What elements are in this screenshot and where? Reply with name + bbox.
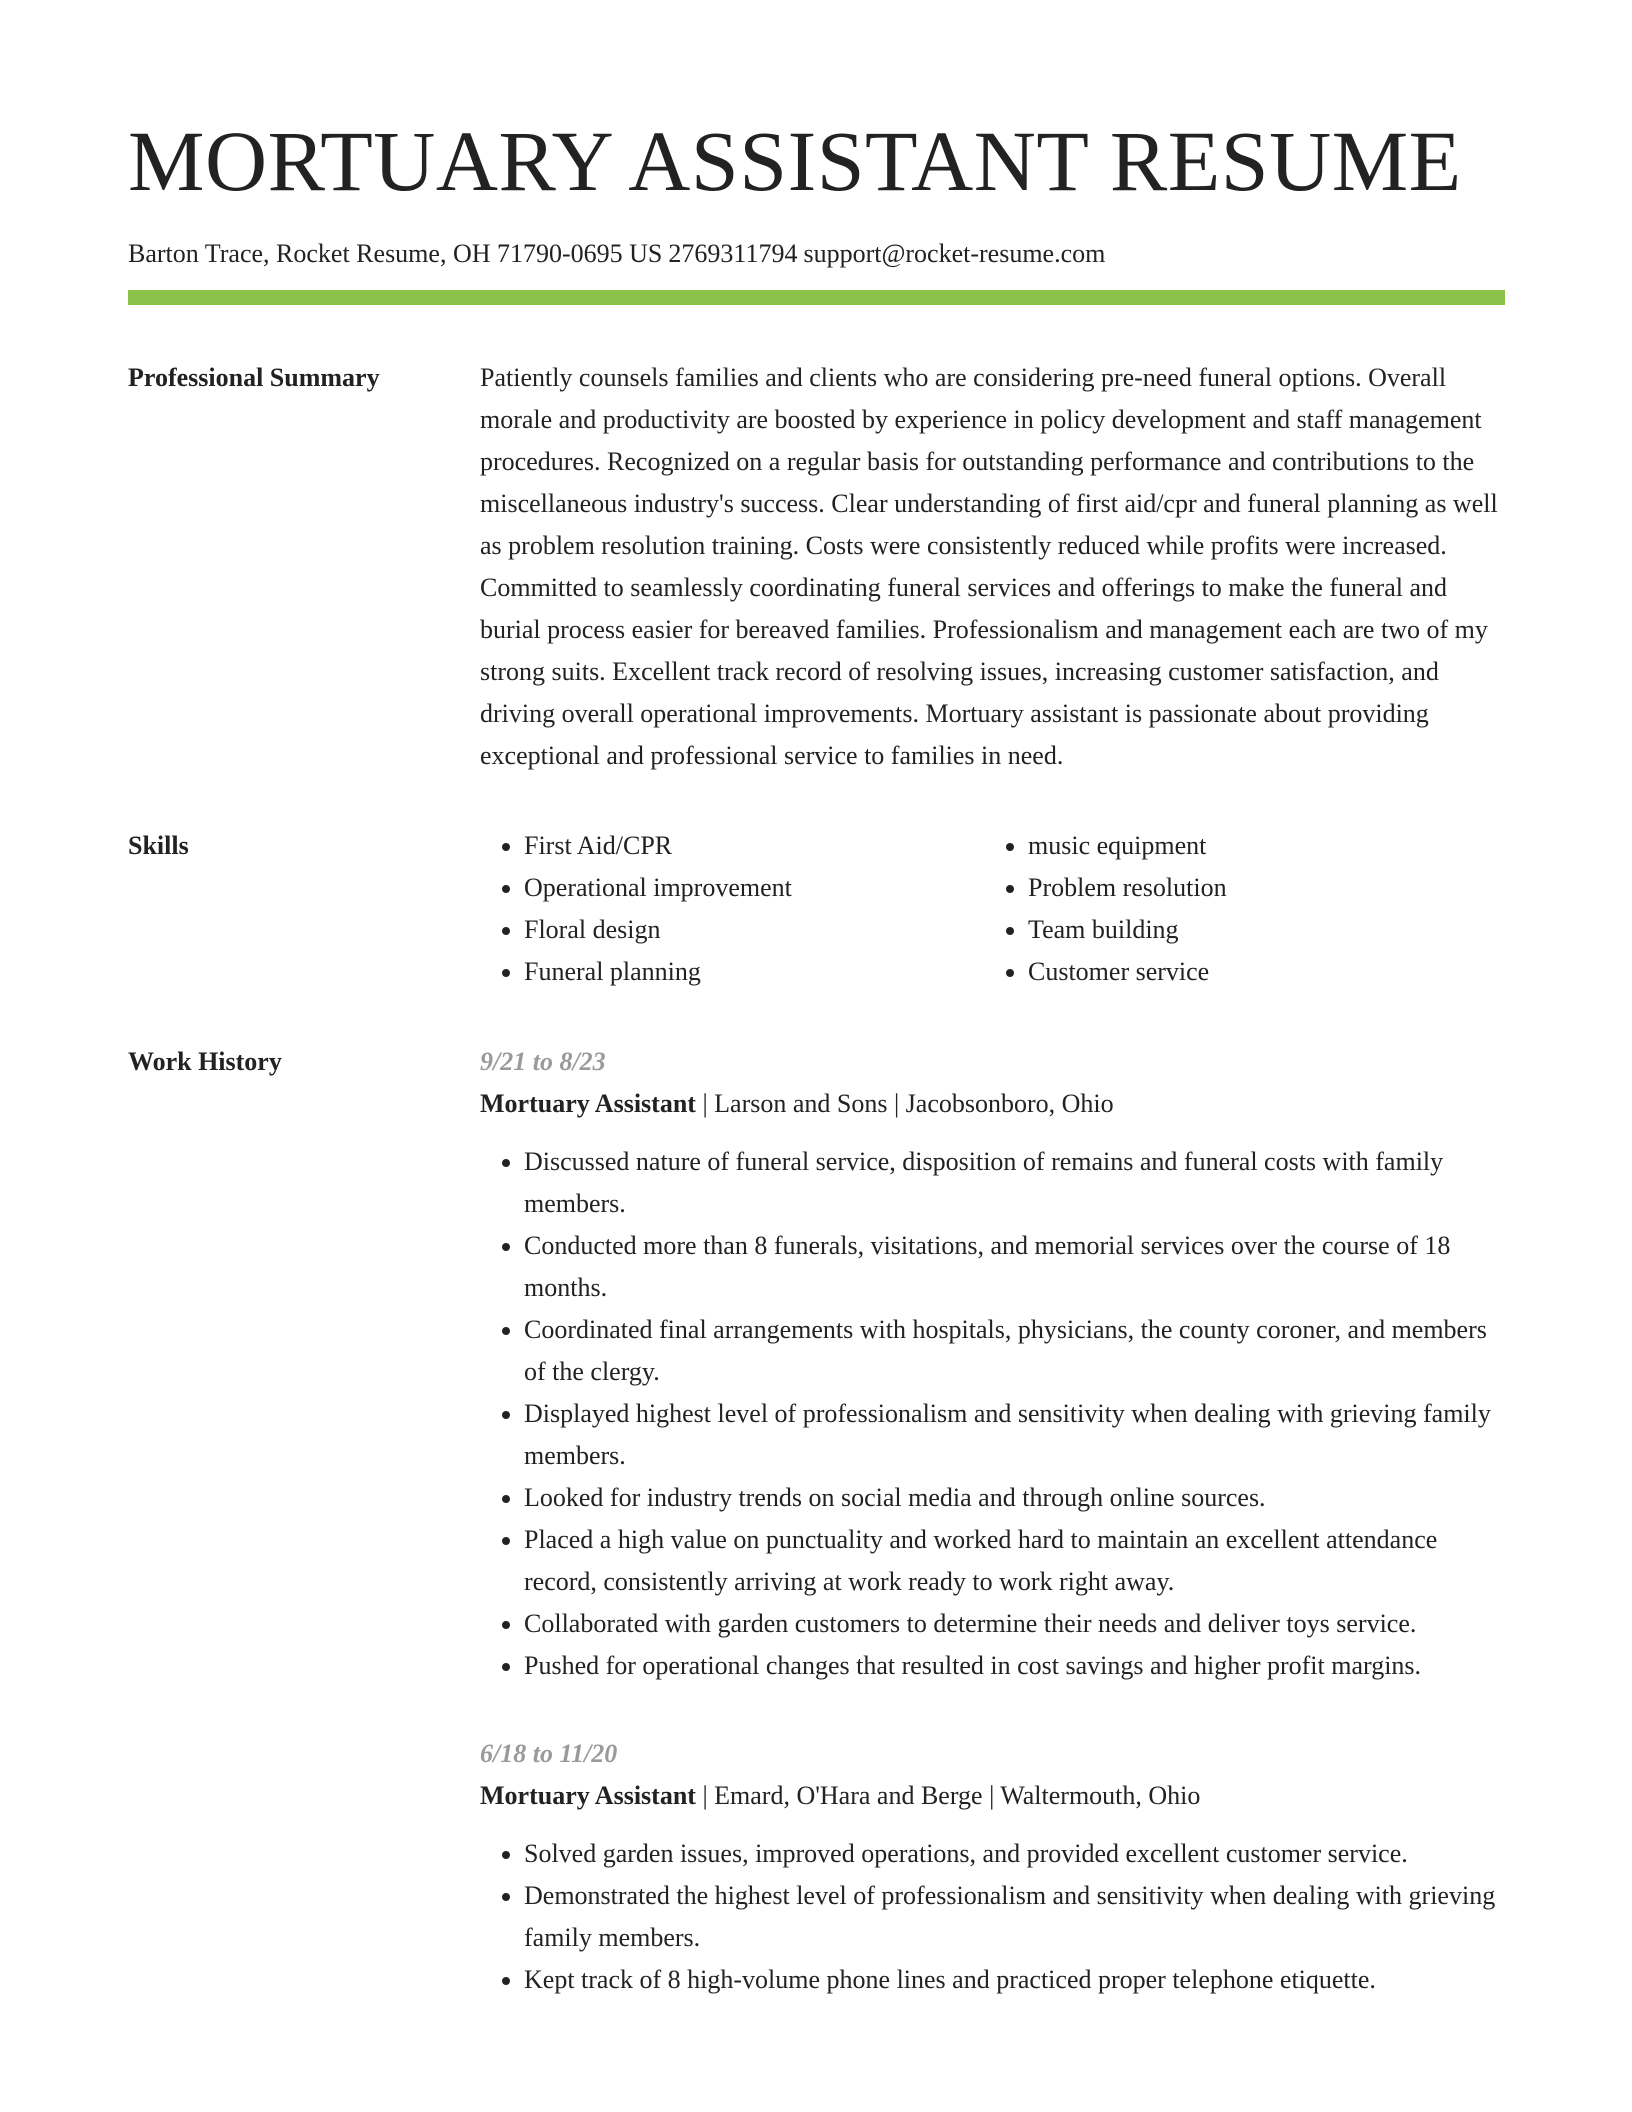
skill-item: • music equipment	[1028, 825, 1488, 867]
job-bullet: • Placed a high value on punctuality and worked hard to maintain an excellent attendance record, consistently arriving at work ready to work right away.	[524, 1519, 1505, 1603]
skill-item: • Funeral planning	[524, 951, 984, 993]
section-title-work: Work History	[128, 1047, 282, 1076]
job-bullet: • Pushed for operational changes that resulted in cost savings and higher profit margins.	[524, 1645, 1505, 1687]
contact-phone: 2769311794	[668, 239, 798, 268]
section-title-skills: Skills	[128, 831, 189, 860]
job-heading	[480, 1083, 1505, 1125]
skill-item: • Floral design	[524, 909, 984, 951]
job-entry	[480, 1041, 1505, 1687]
skill-item: • Problem resolution	[1028, 867, 1488, 909]
contact-line	[128, 238, 1505, 270]
job-title: Mortuary Assistant	[480, 1089, 696, 1118]
job-details: | Emard, O'Hara and Berge | Waltermouth, Ohio	[695, 1781, 1201, 1810]
contact-address: Barton Trace, Rocket Resume, OH 71790-0695 US	[128, 239, 663, 268]
job-details: | Larson and Sons | Jacobsonboro, Ohio	[695, 1089, 1114, 1118]
skill-item: • First Aid/CPR	[524, 825, 984, 867]
skill-item: • Team building	[1028, 909, 1488, 951]
skills-list-right	[984, 825, 1488, 993]
skill-item: • Customer service	[1028, 951, 1488, 993]
job-dates: 6/18 to 11/20	[480, 1739, 618, 1768]
header-divider	[128, 290, 1505, 305]
work-history-section	[128, 1041, 1505, 2001]
contact-email: support@rocket-resume.com	[803, 239, 1106, 268]
job-bullet: • Displayed highest level of professionalism and sensitivity when dealing with grieving family members.	[524, 1393, 1505, 1477]
summary-text: Patiently counsels families and clients who are considering pre-need funeral options. Overall morale and productivity are boosted by experience in policy development and staff management procedures. Recognized on a regular basis for outstanding performance and contributions to the miscellaneous industry's success. Clear understanding of first aid/cpr and funeral planning as well as problem resolution training. Costs were consistently reduced while profits were increased. Committed to seamlessly coordinating funeral services and offerings to make the funeral and burial process easier for bereaved families. Professionalism and management each are two of my strong suits. Excellent track record of resolving issues, increasing customer satisfaction, and driving overall operational improvements. Mortuary assistant is passionate about providing exceptional and professional service to families in need.	[480, 363, 1498, 770]
job-bullet: • Discussed nature of funeral service, disposition of remains and funeral costs with family members.	[524, 1141, 1505, 1225]
job-bullet: • Looked for industry trends on social media and through online sources.	[524, 1477, 1505, 1519]
resume-page	[128, 113, 1505, 2001]
job-bullet: • Solved garden issues, improved operations, and provided excellent customer service.	[524, 1833, 1505, 1875]
job-bullets	[480, 1141, 1505, 1687]
skills-section	[128, 825, 1505, 993]
job-title: Mortuary Assistant	[480, 1781, 696, 1810]
job-heading	[480, 1775, 1505, 1817]
job-bullet: • Coordinated final arrangements with hospitals, physicians, the county coroner, and members of the clergy.	[524, 1309, 1505, 1393]
summary-section	[128, 357, 1505, 777]
job-entry	[480, 1733, 1505, 2001]
job-dates: 9/21 to 8/23	[480, 1047, 606, 1076]
job-bullet: • Collaborated with garden customers to determine their needs and deliver toys service.	[524, 1603, 1505, 1645]
section-title-summary: Professional Summary	[128, 363, 380, 392]
job-bullet: • Demonstrated the highest level of professionalism and sensitivity when dealing with grieving family members.	[524, 1875, 1505, 1959]
job-bullet: • Kept track of 8 high-volume phone lines and practiced proper telephone etiquette.	[524, 1959, 1505, 2001]
job-bullets	[480, 1833, 1505, 2001]
job-bullet: • Conducted more than 8 funerals, visitations, and memorial services over the course of 18 months.	[524, 1225, 1505, 1309]
skills-list-left	[480, 825, 984, 993]
resume-title: MORTUARY ASSISTANT RESUME	[128, 113, 1462, 209]
skill-item: • Operational improvement	[524, 867, 984, 909]
